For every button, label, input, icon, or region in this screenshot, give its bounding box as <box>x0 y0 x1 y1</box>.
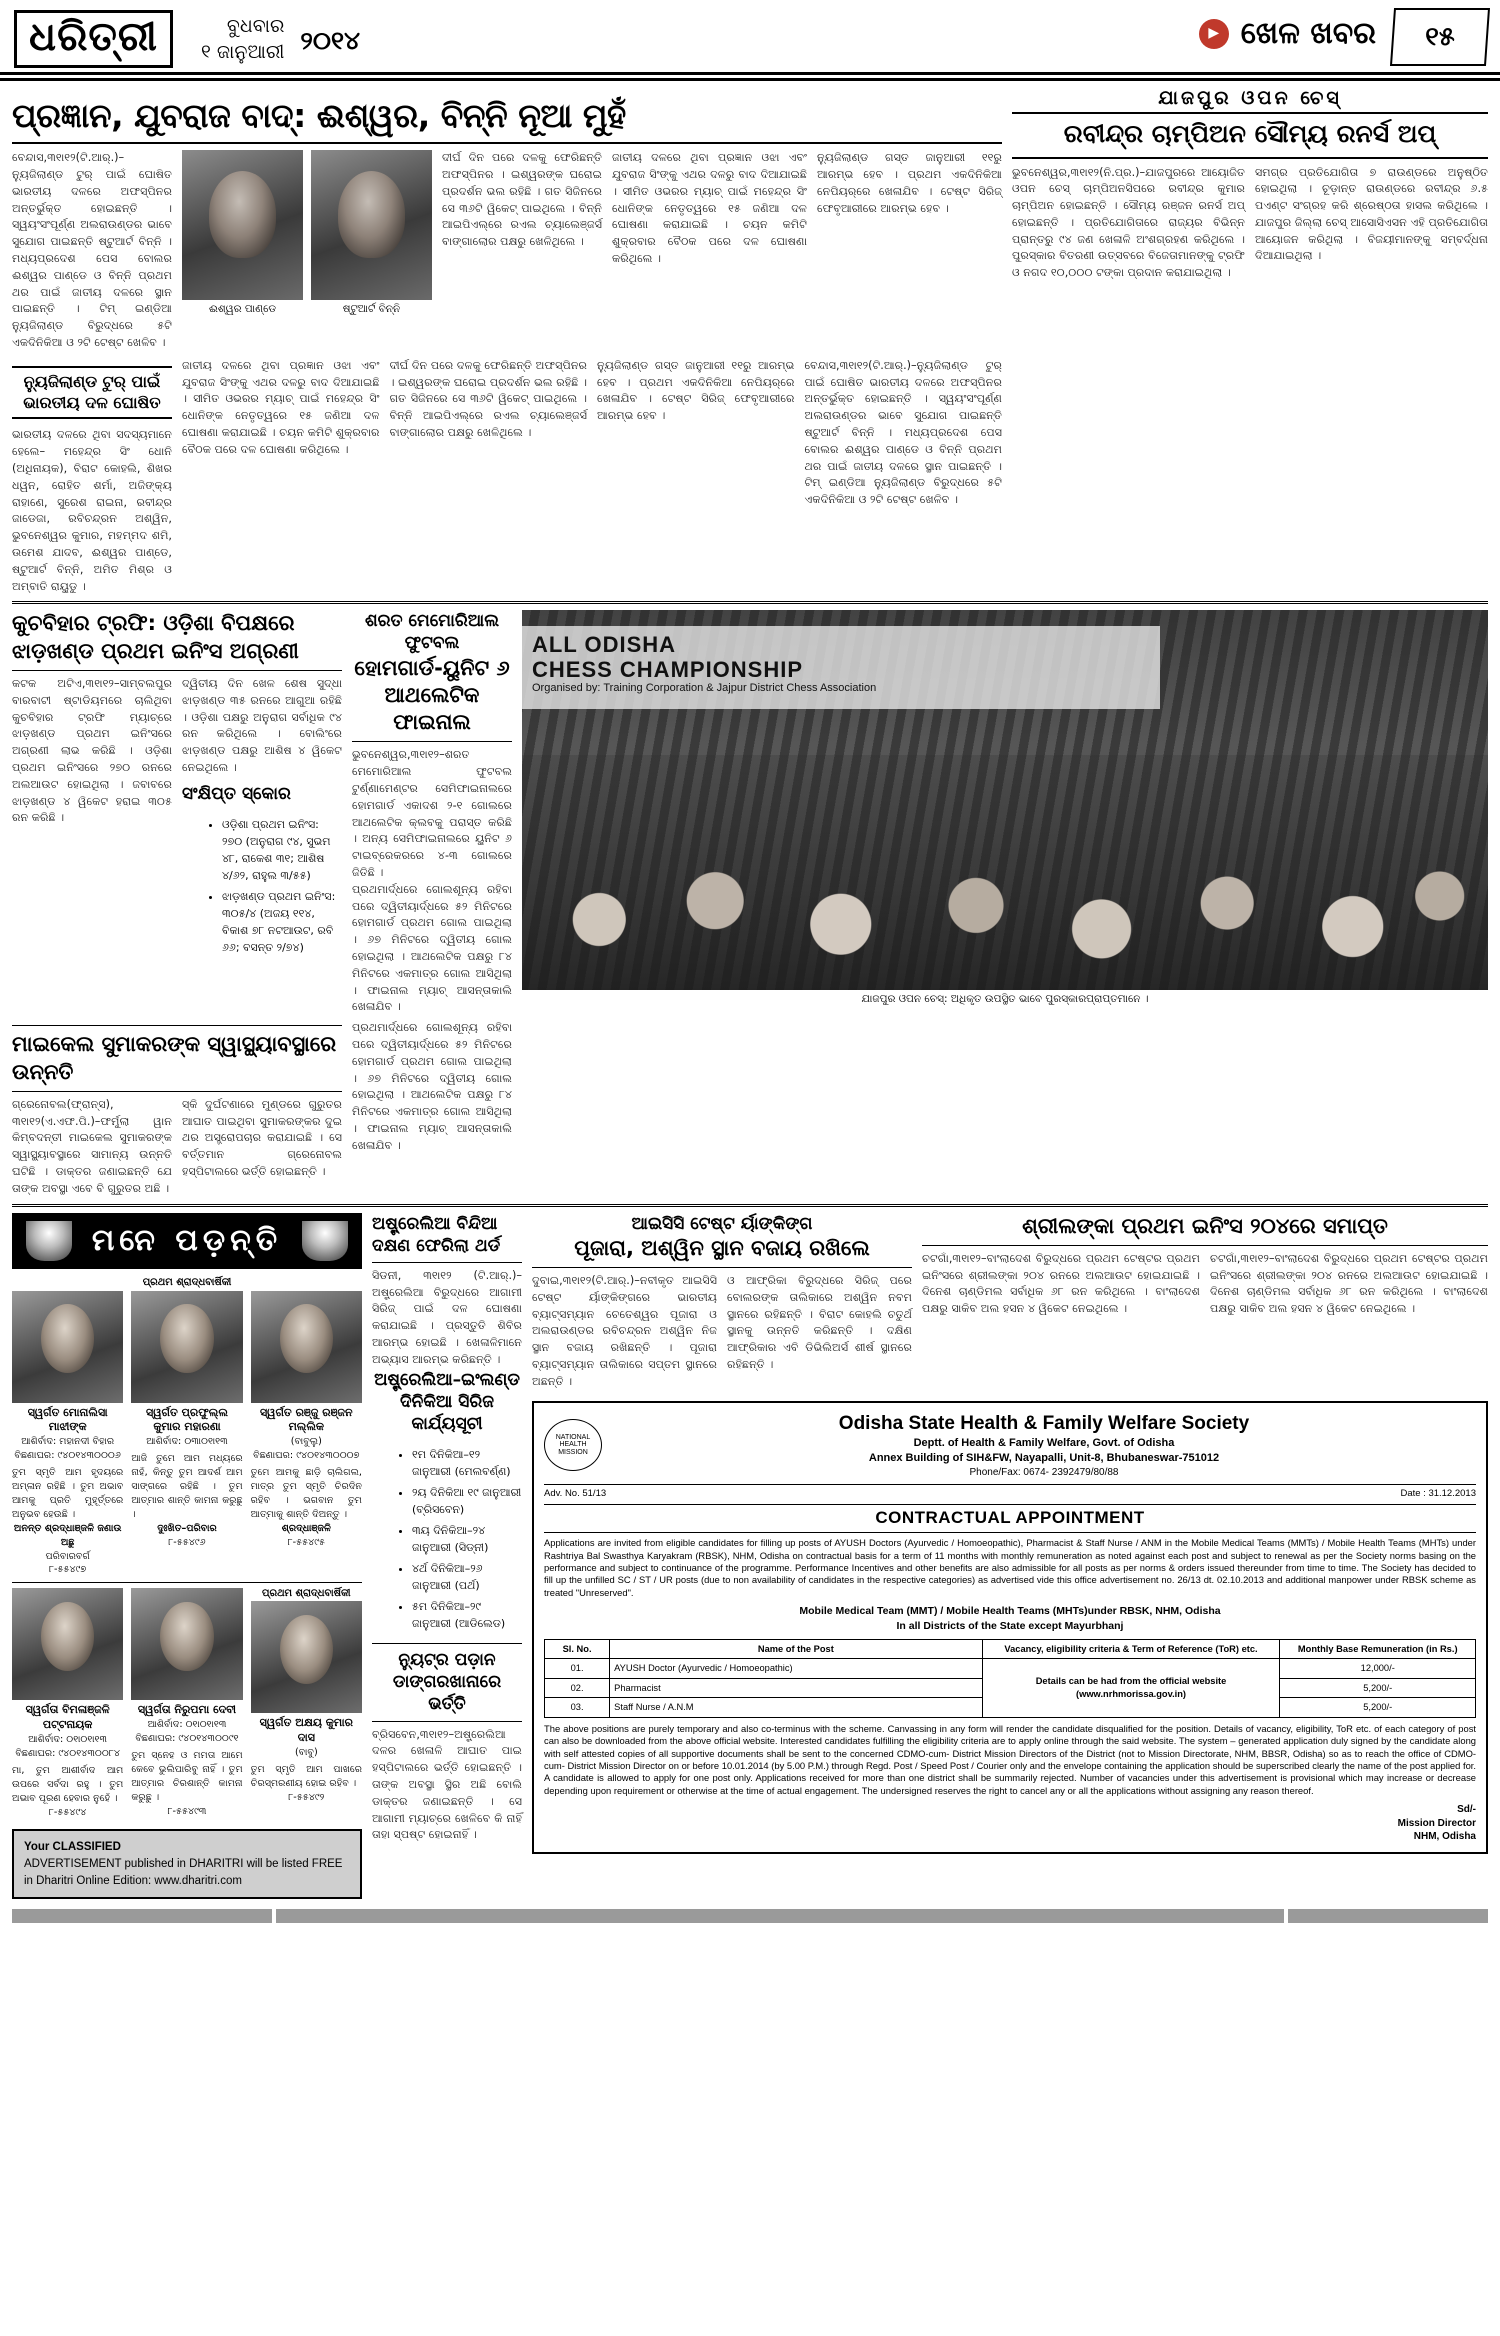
icc-col-2: ଓ ଆଫ୍ରିକା ବିରୁଦ୍ଧରେ ସିରିଜ୍ ପରେ ବୋଲରଙ୍କ ତାଲିକାରେ ଅଶ୍ୱିନ ନବମ ସ୍ଥାନରେ ରହିଛନ୍ତି । ବିରାଟ କୋହଲି ଚତୁର୍ଥ ସ୍ଥାନକୁ ଉନ୍ନତି କରିଛନ୍ତି । ଦକ୍ଷିଣ ଆଫ୍ରିକାର ଏବି ଡିଭିଲିଅର୍ସ ଶୀର୍ଷ ସ୍ଥାନରେ ରହିଛନ୍ତି । <box>727 1273 912 1371</box>
ad-number: Adv. No. 51/13 <box>544 1488 607 1500</box>
cooch-headline: କୁଚବିହାର ଟ୍ରଫି: ଓଡ଼ିଶା ବିପକ୍ଷରେ ଝାଡ଼ଖଣ୍ଡ ପ୍ରଥମ ଇନିଂସ ଅଗ୍ରଣୀ <box>12 611 299 663</box>
th-post: Name of the Post <box>610 1639 982 1659</box>
masthead-year: ୨୦୧୪ <box>300 26 361 55</box>
player-caption-2: ଷ୍ଟୁଆର୍ଟ ବିନ୍ନି <box>342 303 401 316</box>
ad-sign-3: NHM, Odisha <box>1413 1831 1476 1843</box>
obituary-name: ସ୍ୱର୍ଗତ ମୋନାଲିସା ମାଝୀଙ୍କ <box>27 1405 108 1434</box>
ad-org-line4: Phone/Fax: 0674- 2392479/80/88 <box>969 1466 1119 1478</box>
obituary-photo <box>12 1291 123 1403</box>
ad-date: Date : 31.12.2013 <box>1400 1488 1476 1500</box>
th-remuneration: Monthly Base Remuneration (in Rs.) <box>1280 1639 1476 1659</box>
cell-slno: 03. <box>545 1698 610 1718</box>
lead-col-1: ବେନ୍ଦାସ,୩୧ା୧୨(ଟି.ଆର୍.)–ନ୍ୟୁଜିଲାଣ୍ଡ ଟୁର୍ ପାଇଁ ଘୋଷିତ ଭାରତୀୟ ଦଳରେ ଅଫସ୍ପିନର ଅନ୍ତର୍ଭୁକ୍ତ ହୋଇଛନ୍ତି । ସ୍ୱୟଂସଂପୂର୍ଣ୍ଣ ଅଲରାଉଣ୍ଡର ଭାବେ ସୁଯୋଗ ପାଇଛନ୍ତି ଷ୍ଟୁଆର୍ଟ ବିନ୍ନି । ମଧ୍ୟପ୍ରଦେଶ ପେସ ବୋଲର ଈଶ୍ୱର ପାଣ୍ଡେ ଓ ବିନ୍ନି ପ୍ରଥମ ଥର ପାଇଁ ଜାତୀୟ ଦଳରେ ସ୍ଥାନ ପାଇଛନ୍ତି । ଟିମ୍ ଇଣ୍ଡିଆ ନ୍ୟୁଜିଲାଣ୍ଡ ବିରୁଦ୍ଧରେ ୫ଟି ଏକଦିନିକିଆ ଓ ୨ଟି ଟେଷ୍ଟ ଖେଳିବ । <box>12 151 172 350</box>
homeguard-story <box>352 610 512 1016</box>
obituary-id: ୮-୫୫୪୯୫ <box>287 1536 325 1548</box>
icc-headline: ପୂଜାରା, ଅଶ୍ୱିନ ସ୍ଥାନ ବଜାୟ ରଖିଲେ <box>574 1235 870 1260</box>
obituary-body: ଆଜି ତୁମେ ଆମ ମଧ୍ୟରେ ନାହଁ, କିନ୍ତୁ ତୁମ ଆଦର୍ଶ ଆମ ସାଙ୍ଗରେ ରହିଛି । ତୁମ ଆତ୍ମାର ଶାନ୍ତି କାମନା କରୁଛୁ । <box>131 1453 243 1520</box>
schumacher-headline: ମାଇକେଲ ସୁମାକରଙ୍କ ସ୍ୱାସ୍ଥ୍ୟାବସ୍ଥାରେ ଉନ୍ନତି <box>12 1032 337 1084</box>
obituary-id: ୮-୫୫୪୯୬ <box>168 1536 206 1548</box>
program-item: • ୧ମ ଦିନିକିଆ–୧୨ ଜାନୁଆରୀ (ମେଲବର୍ଣ୍ଣ) <box>412 1446 522 1480</box>
obituary-line3: ବିଛଣାଘର: ୯୪୦୧୪୩୦୦୮୪ <box>15 1747 120 1759</box>
cell-remuneration: 5,200/- <box>1280 1698 1476 1718</box>
obituary-photo <box>131 1588 242 1700</box>
classified-line-1: Your CLASSIFIED <box>24 1841 121 1854</box>
lamp-icon <box>302 1221 348 1261</box>
cell-post: AYUSH Doctor (Ayurvedic / Homoeopathic) <box>610 1659 982 1679</box>
australia-headline-2: ନ୍ୟୁଟ୍ର ପଡ଼ାନ ଡାଙ୍ଗରଖାନାରେ ଭର୍ତ୍ତି <box>392 1650 502 1715</box>
obituary-title: ମନେ ପଡ଼ନ୍ତି <box>91 1223 283 1259</box>
scoreboard-list <box>182 816 342 956</box>
obituary-id: ୮-୫୫୪୯୪ <box>48 1806 87 1818</box>
ad-paragraph-1: Applications are invited from eligible candidates for filling up posts of AYUSH Doctors (Ayurvedic / Homoeopathic), Pharmacist & Staff Nurse / ANM in the Mobile Medical Teams (MMTs) / Mobile Health Teams (MHTs) under Rashtriya Bal Swasthya Karyakram (RBSK), NHM, Odisha on contractual basis for a term of 11 months with monthly remuneration as noted against each post and subject to renewal as per the Society norms basing on the performance and subject to continuance of the programme. Performance Incentives and other benefits are also admissible for all posts as per norms & orders issued thereunder from time to time. The Society has decided to fill up the unfilled SC / ST / UR posts (due to non availability of candidates in the respective categories) as advertised vide this office advertisement no. 26/13 dt. 02.10.2013 and additional manpower under RBSK scheme as treated "Unreserved". <box>544 1537 1476 1598</box>
ad-header <box>544 1411 1476 1486</box>
cell-remuneration: 12,000/- <box>1280 1659 1476 1679</box>
obituary-card <box>131 1588 242 1819</box>
schumacher-story <box>12 1020 342 1197</box>
scoreboard-title: ସଂକ୍ଷିପ୍ତ ସ୍କୋର <box>182 783 291 804</box>
obituary-name: ସ୍ୱର୍ଗତା ନିରୁପମା ଦେବୀ <box>137 1703 237 1717</box>
lead-story <box>12 87 1002 595</box>
obituary-line2: ଆଶିର୍ବାଦ: ୦୩ା୦୧ା୧୩ <box>146 1436 228 1448</box>
hockey-body: ଭାରତୀୟ ଦଳରେ ଥିବା ସଦସ୍ୟମାନେ ହେଲେ– ମହେନ୍ଦ୍ର ସିଂ ଧୋନି (ଅଧିନାୟକ), ବିରାଟ କୋହଲି, ଶିଖର ଧୱନ, ରୋହିତ ଶର୍ମା, ଅଜିଙ୍କ୍ୟ ରାହାଣେ, ସୁରେଶ ରାଇନା, ରବୀନ୍ଦ୍ର ଜାଡେଜା, ରବିଚନ୍ଦ୍ରନ ଅଶ୍ୱିନ, ଭୁବନେଶ୍ୱର କୁମାର, ମହମ୍ମଦ ଶମି, ଉମେଶ ଯାଦବ, ଈଶ୍ୱର ପାଣ୍ଡେ, ଷ୍ଟୁଆର୍ଟ ବିନ୍ନି, ଅମିତ ମିଶ୍ର ଓ ଅମ୍ବାତି ରାୟୁଡୁ । <box>12 428 172 593</box>
lead-cont-1: ଜାତୀୟ ଦଳରେ ଥିବା ପ୍ରଜ୍ଞାନ ଓଝା ଏବଂ ଯୁବରାଜ ସିଂଙ୍କୁ ଏଥର ଦଳରୁ ବାଦ ଦିଆଯାଇଛି । ସୀମିତ ଓଭରର ମ୍ୟାଚ୍ ପାଇଁ ମହେନ୍ଦ୍ର ସିଂ ଧୋନିଙ୍କ ନେତୃତ୍ୱରେ ୧୫ ଜଣିଆ ଦଳ ଘୋଷଣା କରାଯାଇଛି । ଚୟନ କମିଟି ଶୁକ୍ରବାର ବୈଠକ ପରେ ଦଳ ଘୋଷଣା କରିଥିଲେ । <box>182 358 380 456</box>
obituary-row-2 <box>12 1588 362 1819</box>
obituary-card <box>12 1291 123 1578</box>
bottom-section <box>12 1213 1488 1900</box>
footer-registration-marks <box>12 1909 1488 1923</box>
th-slno: Sl. No. <box>545 1639 610 1659</box>
jajpur-headline: ରବୀନ୍ଦ୍ର ଚାମ୍ପିଅନ ସୌମ୍ୟ ରନର୍ସ ଅପ୍ <box>1063 119 1437 148</box>
obituary-signoff: ଶ୍ରଦ୍ଧାଞ୍ଜଳି <box>281 1522 331 1534</box>
classified-line-2: ADVERTISEMENT published in DHARITRI will be listed FREE <box>24 1858 343 1871</box>
th-vacancy: Vacancy, eligibility criteria & Term of Reference (ToR) etc. <box>982 1639 1280 1659</box>
scoreboard-item: • ଝାଡ଼ଖଣ୍ଡ ପ୍ରଥମ ଇନିଂସ: ୩୦୫/୪ (ଅଜୟ ୧୧୪, ବିକାଶ ୭୮ ନଟଆଉଟ, ରବି ୬୬; ବସନ୍ତ ୨/୭୪) <box>222 888 342 956</box>
section-label-text: ଖେଳ ଖବର <box>1240 16 1376 51</box>
government-advertisement <box>532 1401 1488 1854</box>
obituary-signoff: ଦୁଃଖିତ–ପରିବାର <box>157 1522 217 1534</box>
homeguard-body-1: ଭୁବନେଶ୍ୱର,୩୧ା୧୨–ଶରତ ମେମୋରିଆଲ ଫୁଟବଲ ଟୁର୍ଣ୍ଣାମେଣ୍ଟର ସେମିଫାଇନାଲରେ ହୋମଗାର୍ଡ ଏକାଦଶ ୨-୧ ଗୋଲରେ ଆଥଲେଟିକ କ୍ଲବକୁ ପରାସ୍ତ କରିଛି । ଅନ୍ୟ ସେମିଫାଇନାଲରେ ୟୁନିଟ ୬ ଟାଇବ୍ରେକରରେ ୪-୩ ଗୋଲରେ ଜିତିଛି । <box>352 748 512 880</box>
schumacher-col-2: ସ୍କି ଦୁର୍ଘଟଣାରେ ମୁଣ୍ଡରେ ଗୁରୁତର ଆଘାତ ପାଇଥିବା ସୁମାକରଙ୍କର ଦୁଇ ଥର ଅସ୍ତ୍ରୋପଚାର କରାଯାଇଛି । ସେ ବର୍ତ୍ତମାନ ଗ୍ରେନୋବଲ ହସ୍ପିଟାଲରେ ଭର୍ତ୍ତି ହୋଇଛନ୍ତି । <box>182 1097 342 1178</box>
obituary-photo <box>251 1601 362 1713</box>
cooch-col-1: କଟକ ଅଟିଏ,୩୧ା୧୨–ସାମ୍ବଲପୁର ବାରବାଟୀ ଷ୍ଟାଡିୟମରେ ଚାଲିଥିବା କୁଚବିହାର ଟ୍ରଫି ମ୍ୟାଚ୍‌ରେ ଝାଡ଼ଖଣ୍ଡ ପ୍ରଥମ ଇନିଂସରେ ଅଗ୍ରଣୀ ଲାଭ କରିଛି । ଓଡ଼ିଶା ପ୍ରଥମ ଇନିଂସରେ ୨୭୦ ରନରେ ଅଲଆଉଟ ହୋଇଥିଲା । ଜବାବରେ ଝାଡ଼ଖଣ୍ଡ ୪ ୱିକେଟ ହରାଇ ୩୦୫ ରନ କରିଛି । <box>12 676 172 825</box>
schumacher-section <box>12 1020 1488 1197</box>
nhm-emblem-icon: NATIONAL HEALTH MISSION <box>544 1419 602 1471</box>
ad-org-line2: Deptt. of Health & Family Welfare, Govt. of Odisha <box>913 1437 1175 1450</box>
page-number: ୧୫ <box>1390 8 1490 66</box>
obituary-line2: ଆଶିର୍ବାଦ: ମହାନଦୀ ବିହାର <box>21 1436 115 1448</box>
obituary-id: ୮-୫୫୪୯୭ <box>49 1564 87 1576</box>
lead-col-4-wrap <box>817 150 1002 352</box>
obituary-name: ସ୍ୱର୍ଗତା ବିମଳାଞ୍ଜଳି ପଟ୍ଟନାୟକ <box>25 1703 110 1732</box>
homeguard-body-2: ପ୍ରଥମାର୍ଦ୍ଧରେ ଗୋଲଶୂନ୍ୟ ରହିବା ପରେ ଦ୍ୱିତୀୟାର୍ଦ୍ଧରେ ୫୨ ମିନିଟରେ ହୋମଗାର୍ଡ ପ୍ରଥମ ଗୋଲ ପାଇଥିଲା । ୬୭ ମିନିଟରେ ଦ୍ୱିତୀୟ ଗୋଲ ହୋଇଥିଲା । ଆଥଲେଟିକ ପକ୍ଷରୁ ୮୪ ମିନିଟରେ ଏକମାତ୍ର ଗୋଲ ଆସିଥିଲା । ଫାଇନାଲ ମ୍ୟାଚ୍ ଆସନ୍ତାକାଲି ଖେଳାଯିବ । <box>352 882 512 1014</box>
scoreboard-item: • ଓଡ଼ିଶା ପ୍ରଥମ ଇନିଂସ: ୨୭୦ (ଅନୁରାଗ ୯୪, ସୁଭମ ୪୮, ରାକେଶ ୩୧; ଆଶିଷ ୪/୬୨, ରାହୁଲ ୩/୫୫) <box>222 816 342 884</box>
cooch-story <box>12 610 342 1016</box>
ad-center-line-2: In all Districts of the State except Mayurbhanj <box>896 1620 1124 1633</box>
ad-title: CONTRACTUAL APPOINTMENT <box>544 1504 1476 1533</box>
chess-photo-caption: ଯାଜପୁର ଓପନ ଚେସ୍: ଅଧିକୃତ ଉପସ୍ଥିତ ଭାବେ ପୁରସ୍କାରପ୍ରାପ୍ତମାନେ । <box>861 993 1149 1006</box>
srilanka-story <box>922 1213 1488 1391</box>
classified-box <box>12 1829 362 1899</box>
obituary-photo <box>251 1291 362 1403</box>
homeguard-extra <box>352 1020 512 1197</box>
obituary-col-label-2: ପ୍ରଥମ ଶ୍ରାଦ୍ଧବାର୍ଷିକୀ <box>262 1588 351 1600</box>
obituary-body: ତୁମ ସ୍ମୃତି ଆମ ପାଖରେ ଚିରସ୍ମରଣୀୟ ହୋଇ ରହିବ । <box>250 1763 362 1789</box>
lamp-icon <box>26 1221 72 1261</box>
ad-sign-2: Mission Director <box>1397 1817 1476 1829</box>
right-bottom-block <box>532 1213 1488 1900</box>
lead-col-2: ଜାତୀୟ ଦଳରେ ଥିବା ପ୍ରଜ୍ଞାନ ଓଝା ଏବଂ ଯୁବରାଜ ସିଂଙ୍କୁ ଏଥର ଦଳରୁ ବାଦ ଦିଆଯାଇଛି । ସୀମିତ ଓଭରର ମ୍ୟାଚ୍ ପାଇଁ ମହେନ୍ଦ୍ର ସିଂ ଧୋନିଙ୍କ ନେତୃତ୍ୱରେ ୧୫ ଜଣିଆ ଦଳ ଘୋଷଣା କରାଯାଇଛି । ଚୟନ କମିଟି ଶୁକ୍ରବାର ବୈଠକ ପରେ ଦଳ ଘୋଷଣା କରିଥିଲେ । <box>612 151 807 266</box>
cell-post: Pharmacist <box>610 1678 982 1698</box>
homeguard-kicker: ଶରତ ମେମୋରିଆଲ ଫୁଟବଲ <box>364 611 500 654</box>
obituary-name: ସ୍ୱର୍ଗତ ରଞ୍ଜୁ ରଞ୍ଜନ ମଲ୍ଲିକ <box>260 1405 353 1434</box>
obituary-line2: (ବାବୁ) <box>294 1747 318 1759</box>
srilanka-col-1: ଚଟଗାଁ,୩୧ା୧୨–ବାଂଲାଦେଶ ବିରୁଦ୍ଧରେ ପ୍ରଥମ ଟେଷ୍ଟର ପ୍ରଥମ ଇନିଂସରେ ଶ୍ରୀଲଙ୍କା ୨୦୪ ରନରେ ଅଲଆଉଟ ହୋଇଯାଇଛି । ଦିନେଶ ଚାଣ୍ଡିମଲ ସର୍ବାଧିକ ୬୮ ରନ କରିଥିଲେ । ବାଂଲାଦେଶ ପକ୍ଷରୁ ସାକିବ ଅଲ ହସନ ୪ ୱିକେଟ ନେଇଥିଲେ । <box>922 1251 1200 1316</box>
photo-banner-line1: ALL ODISHA <box>532 631 677 657</box>
obituary-body: ତୁମ ସ୍ମୃତି ଆମ ହୃଦୟରେ ଅମ୍ଳାନ ରହିଛି । ତୁମ ଅଭାବ ଆମକୁ ପ୍ରତି ମୁହୂର୍ତ୍ତରେ ଅନୁଭବ ହେଉଛି । <box>12 1467 124 1520</box>
cell-slno: 02. <box>545 1678 610 1698</box>
obituary-photo <box>131 1291 242 1403</box>
cell-remuneration: 5,200/- <box>1280 1678 1476 1698</box>
australia-story <box>372 1213 522 1900</box>
chess-photo-block <box>522 610 1488 1016</box>
ad-posts-table <box>544 1639 1476 1718</box>
player-caption-1: ଈଶ୍ୱର ପାଣ୍ଡେ <box>208 303 277 316</box>
photo-banner-line2: CHESS CHAMPIONSHIP <box>532 656 804 682</box>
obituary-signer: ପରିବାରବର୍ଗ <box>45 1550 90 1562</box>
program-item: • ୨ୟ ଦିନିକିଆ ୧୯ ଜାନୁଆରୀ (ବ୍ରିସବେନ) <box>412 1484 522 1518</box>
lead-col-3: ଦୀର୍ଘ ଦିନ ପରେ ଦଳକୁ ଫେରିଛନ୍ତି ଅଫସ୍ପିନର । ଇଶ୍ୱରଙ୍କ ଘରୋଇ ପ୍ରଦର୍ଶନ ଭଲ ରହିଛି । ଗତ ସିଜିନରେ ସେ ୩୬ଟି ୱିକେଟ୍ ପାଇଥିଲେ । ବିନ୍ନି ଆଇପିଏଲ୍‌ରେ ରଏଲ ଚ୍ୟାଲେଞ୍ଜର୍ସ ବାଙ୍ଗାଲୋର ପକ୍ଷରୁ ଖେଳିଥିଲେ । <box>442 151 602 249</box>
lead-col-4: ନ୍ୟୁଜିଲାଣ୍ଡ ଗସ୍ତ ଜାନୁଆରୀ ୧୧ରୁ ଆରମ୍ଭ ହେବ । ପ୍ରଥମ ଏକଦିନିକିଆ ନେପିୟର୍‌ରେ ଖେଳାଯିବ । ଟେଷ୍ଟ ସିରିଜ୍ ଫେବୃଆରୀରେ ଆରମ୍ଭ ହେବ । <box>817 151 1002 215</box>
icc-kicker: ଆଇସିସି ଟେଷ୍ଟ ର୍ୟାଙ୍କିଙ୍ଗ <box>631 1213 813 1234</box>
masthead-logo: ଧରିତ୍ରୀ <box>14 10 173 68</box>
jajpur-kicker: ଯାଜପୁର ଓପନ ଚେସ୍ <box>1012 87 1488 114</box>
obituary-name: ସ୍ୱର୍ଗତ ପ୍ରଫୁଲ୍ଲ କୁମାର ମହାରଣା <box>146 1405 228 1434</box>
australia-program-title: ଅଷ୍ଟ୍ରେଲିଆ–ଇଂଲଣ୍ଡ ଦିନିକିଆ ସିରିଜ କାର୍ଯ୍ୟସୂଚୀ <box>374 1369 520 1434</box>
obituary-photo <box>12 1588 123 1700</box>
obituary-card <box>251 1291 362 1578</box>
masthead-date-text: ୧ ଜାନୁଆରୀ <box>200 40 285 63</box>
lead-headline: ପ୍ରଜ୍ଞାନ, ଯୁବରାଜ ବାଦ୍: ଈଶ୍ୱର, ବିନ୍ନି ନୂଆ ମୁହଁ <box>12 96 626 135</box>
srilanka-col-2: ଚଟଗାଁ,୩୧ା୧୨–ବାଂଲାଦେଶ ବିରୁଦ୍ଧରେ ପ୍ରଥମ ଟେଷ୍ଟର ପ୍ରଥମ ଇନିଂସରେ ଶ୍ରୀଲଙ୍କା ୨୦୪ ରନରେ ଅଲଆଉଟ ହୋଇଯାଇଛି । ଦିନେଶ ଚାଣ୍ଡିମଲ ସର୍ବାଧିକ ୬୮ ରନ କରିଥିଲେ । ବାଂଲାଦେଶ ପକ୍ଷରୁ ସାକିବ ଅଲ ହସନ ୪ ୱିକେଟ ନେଇଥିଲେ । <box>1210 1251 1488 1316</box>
obituary-banner <box>12 1213 362 1269</box>
obituary-id: ୮-୫୫୪୯୨ <box>288 1791 325 1803</box>
obituary-col-label: ପ୍ରଥମ ଶ୍ରାଦ୍ଧବାର୍ଷିକୀ <box>142 1276 232 1288</box>
srilanka-headline: ଶ୍ରୀଲଙ୍କା ପ୍ରଥମ ଇନିଂସ ୨୦୪ରେ ସମାପ୍ତ <box>1022 1213 1388 1238</box>
player-photo-1 <box>182 150 303 300</box>
lead-cont-3: ନ୍ୟୁଜିଲାଣ୍ଡ ଗସ୍ତ ଜାନୁଆରୀ ୧୧ରୁ ଆରମ୍ଭ ହେବ । ପ୍ରଥମ ଏକଦିନିକିଆ ନେପିୟର୍‌ରେ ଖେଳାଯିବ । ଟେଷ୍ଟ ସିରିଜ୍ ଫେବୃଆରୀରେ ଆରମ୍ଭ ହେବ । <box>597 358 795 423</box>
obituary-card <box>251 1588 362 1819</box>
ad-org-name: Odisha State Health & Family Welfare Society <box>838 1412 1250 1434</box>
photo-banner <box>522 626 1160 710</box>
homeguard-headline: ହୋମଗାର୍ଡ-ୟୁନିଟ ୬ ଆଥଲେଟିକ ଫାଇନାଲ <box>354 655 510 735</box>
photo-banner-line3: Organised by: Training Corporation & Jajpur District Chess Association <box>532 682 877 695</box>
obituary-body: ତୁମେ ଆମକୁ ଛାଡ଼ି ଚାଲିଗଲ, ମାତ୍ର ତୁମ ସ୍ମୃତି ଚିରଦିନ ରହିବ । ଭଗବାନ ତୁମ ଆତ୍ମାକୁ ଶାନ୍ତି ଦିଅନ୍ତୁ । <box>250 1467 362 1520</box>
classified-line-3: in Dharitri Online Edition: www.dharitri.com <box>24 1874 242 1887</box>
obituary-body: ମା, ତୁମ ଆଶୀର୍ବାଦ ଆମ ଉପରେ ସର୍ବଦା ରହୁ । ତୁମ ଅଭାବ ପୂରଣ ହେବାର ନୁହେଁ । <box>12 1764 124 1804</box>
play-icon: ▶ <box>1199 19 1229 49</box>
program-item: • ୩ୟ ଦିନିକିଆ–୨୪ ଜାନୁଆରୀ (ସିଡ୍ନୀ) <box>412 1522 522 1556</box>
obituary-line3: ବିଛଣାଘର: ୯୪୦୧୪୩୦୦୯୧ <box>135 1733 239 1745</box>
icc-col-1: ଦୁବାଇ,୩୧ା୧୨(ଟି.ଆର୍.)–ନବୀକୃତ ଆଇସିସି ଟେଷ୍ଟ ର୍ୟାଙ୍କିଙ୍ଗରେ ଭାରତୀୟ ବ୍ୟାଟ୍‌ସମ୍ୟାନ ଚେତେଶ୍ୱର ପୂଜାରା ଓ ଅଲରାଉଣ୍ଡର ରବିଚନ୍ଦ୍ରନ ଅଶ୍ୱିନ ନିଜ ସ୍ଥାନ ବଜାୟ ରଖିଛନ୍ତି । ପୂଜାରା ବ୍ୟାଟ୍‌ସମ୍ୟାନ ତାଲିକାରେ ସପ୍ତମ ସ୍ଥାନରେ ଅଛନ୍ତି । <box>532 1273 717 1388</box>
obituary-body: ତୁମ ସ୍ନେହ ଓ ମମତା ଆମେ କେବେ ଭୁଲିପାରିବୁ ନାହିଁ । ତୁମ ଆତ୍ମାର ଚିରଶାନ୍ତି କାମନା କରୁଛୁ । <box>131 1749 243 1803</box>
chess-championship-photo <box>522 610 1488 990</box>
australia-program-list <box>372 1446 522 1632</box>
table-header-row <box>545 1639 1476 1659</box>
masthead-date <box>201 10 360 65</box>
obituary-line2: ଆଶିର୍ବାଦ: ୦୧ା୦୧ା୧୩ <box>147 1719 227 1731</box>
obituary-line2: ଆଶିର୍ବାଦ: ୦୧ା୦୧ା୧୩ <box>28 1734 108 1746</box>
obituary-line2: (ବାବୁଲୁ) <box>290 1436 322 1448</box>
program-item: • ୫ମ ଦିନିକିଆ–୨୯ ଜାନୁଆରୀ (ଆଡିଲେଡ) <box>412 1598 522 1632</box>
obituary-signoff: ଅନନ୍ତ ଶ୍ରଦ୍ଧାଞ୍ଜଳି ଜଣାଉ ଅଛୁ <box>13 1522 122 1548</box>
program-item: • ୪ର୍ଥ ଦିନିକିଆ–୨୬ ଜାନୁଆରୀ (ପର୍ଥ) <box>412 1560 522 1594</box>
cell-vacancy-merged: Details can be had from the official website (www.nrhmorissa.gov.in) <box>982 1659 1280 1718</box>
obituary-card <box>131 1291 242 1578</box>
obituary-name: ସ୍ୱର୍ଗତ ଅକ୍ଷୟ କୁମାର ଦାସ <box>259 1716 353 1745</box>
ad-org-line3: Annex Building of SIH&FW, Nayapalli, Unit-8, Bhubaneswar-751012 <box>868 1452 1220 1465</box>
australia-headline: ଅଷ୍ଟ୍ରେଲିଆ ବିନ୍ଦିଆ ଦକ୍ଷଣ ଫେରିଲା ଥର୍ଡ <box>372 1213 501 1256</box>
cooch-col-2: ଦ୍ୱିତୀୟ ଦିନ ଖେଳ ଶେଷ ସୁଦ୍ଧା ଝାଡ଼ଖଣ୍ଡ ୩୫ ରନରେ ଆଗୁଆ ରହିଛି । ଓଡ଼ିଶା ପକ୍ଷରୁ ଅନୁରାଗ ସର୍ବାଧିକ ୯୪ ରନ କରିଥିଲେ । ବୋଲିଂରେ ଝାଡ଼ଖଣ୍ଡ ପକ୍ଷରୁ ଆଶିଷ ୪ ୱିକେଟ ନେଇଥିଲେ । <box>182 676 342 774</box>
masthead <box>0 0 1500 75</box>
ad-sign-1: Sd/- <box>1457 1804 1476 1816</box>
australia-body: ସିଡନୀ, ୩୧ା୧୨ (ଟି.ଆର୍.)–ଅଷ୍ଟ୍ରେଲିଆ ବିରୁଦ୍ଧରେ ଆଗାମୀ ସିରିଜ୍ ପାଇଁ ଦଳ ଘୋଷଣା କରାଯାଇଛି । ପ୍ରସ୍ତୁତି ଶିବିର ଆରମ୍ଭ ହୋଇଛି । ଖେଳାଳିମାନେ ଅଭ୍ୟାସ ଆରମ୍ଭ କରିଛନ୍ତି । <box>372 1268 522 1366</box>
jajpur-col-1: ଭୁବନେଶ୍ୱର,୩୧ା୧୨(ନି.ପ୍ର.)–ଯାଜପୁରରେ ଆୟୋଜିତ ଓପନ ଚେସ୍ ଚାମ୍ପିଅନସିପରେ ରବୀନ୍ଦ୍ର କୁମାର ଚାମ୍ପିଅନ ହୋଇଛନ୍ତି । ସୌମ୍ୟ ରଞ୍ଜନ ରନର୍ସ ଅପ୍ ହୋଇଛନ୍ତି । ପ୍ରତିଯୋଗିତାରେ ରାଜ୍ୟର ବିଭିନ୍ନ ପ୍ରାନ୍ତରୁ ୯୪ ଜଣ ଖେଳାଳି ଅଂଶଗ୍ରହଣ କରିଥିଲେ । ପୁରସ୍କାର ବିତରଣୀ ଉତ୍ସବରେ ବିଜେତାମାନଙ୍କୁ ଟ୍ରଫି ଓ ନଗଦ ୧୦,୦୦୦ ଟଙ୍କା ପ୍ରଦାନ କରାଯାଇଥିଲା । <box>1012 165 1245 280</box>
table-row <box>545 1659 1476 1679</box>
jajpur-story <box>1012 87 1488 595</box>
ad-center-line-1: Mobile Medical Team (MMT) / Mobile Health Teams (MHTs)under RBSK, NHM, Odisha <box>799 1605 1221 1618</box>
obituary-section <box>12 1213 362 1900</box>
cell-post: Staff Nurse / A.N.M <box>610 1698 982 1718</box>
obituary-id: ୮-୫୫୪୯୩ <box>167 1805 207 1817</box>
middle-section <box>12 610 1488 1016</box>
homeguard-body-3: ପ୍ରଥମାର୍ଦ୍ଧରେ ଗୋଲଶୂନ୍ୟ ରହିବା ପରେ ଦ୍ୱିତୀୟାର୍ଦ୍ଧରେ ୫୨ ମିନିଟରେ ହୋମଗାର୍ଡ ପ୍ରଥମ ଗୋଲ ପାଇଥିଲା । ୬୭ ମିନିଟରେ ଦ୍ୱିତୀୟ ଗୋଲ ହୋଇଥିଲା । ଆଥଲେଟିକ ପକ୍ଷରୁ ୮୪ ମିନିଟରେ ଏକମାତ୍ର ଗୋଲ ଆସିଥିଲା । ଫାଇନାଲ ମ୍ୟାଚ୍ ଆସନ୍ତାକାଲି ଖେଳାଯିବ । <box>352 1021 512 1152</box>
icc-story <box>532 1213 912 1391</box>
crowd-overlay <box>522 755 1488 991</box>
obituary-line3: ବିଛଣାଘର: ୯୪୦୧୪୩୦୦୦୬ <box>14 1450 121 1462</box>
cell-slno: 01. <box>545 1659 610 1679</box>
masthead-day: ବୁଧବାର <box>226 15 285 37</box>
player-photo-2 <box>311 150 432 300</box>
jajpur-col-2: ସମଗ୍ର ପ୍ରତିଯୋଗିତା ୭ ରାଉଣ୍ଡରେ ଅନୁଷ୍ଠିତ ହୋଇଥିଲା । ଚୂଡ଼ାନ୍ତ ରାଉଣ୍ଡରେ ରବୀନ୍ଦ୍ର ୬.୫ ପଏଣ୍ଟ ସଂଗ୍ରହ କରି ଶ୍ରେଷ୍ଠତା ହାସଲ କରିଥିଲେ । ଯାଜପୁର ଜିଲ୍ଲା ଚେସ୍ ଆସୋସିଏସନ ଏହି ପ୍ରତିଯୋଗିତା ଆୟୋଜନ କରିଥିଲା । ବିଜୟୀମାନଙ୍କୁ ସମ୍ବର୍ଦ୍ଧନା ଦିଆଯାଇଥିଲା । <box>1255 165 1488 263</box>
australia-body-2: ବ୍ରିସବେନ,୩୧ା୧୨–ଅଷ୍ଟ୍ରେଲିଆ ଦଳର ଖେଳାଳି ଆଘାତ ପାଇ ହସ୍ପିଟାଲରେ ଭର୍ତ୍ତି ହୋଇଛନ୍ତି । ତାଙ୍କ ଅବସ୍ଥା ସ୍ଥିର ଅଛି ବୋଲି ଡାକ୍ତର ଜଣାଇଛନ୍ତି । ସେ ଆଗାମୀ ମ୍ୟାଚ୍‌ରେ ଖେଳିବେ କି ନାହିଁ ତାହା ସ୍ପଷ୍ଟ ହୋଇନାହିଁ । <box>372 1727 522 1842</box>
ad-paragraph-2: The above positions are purely temporary and also co-terminus with the scheme. Canvassing in any form will render the candidate disqualified for the position. Details of vacancy, eligibility, ToR etc. of each category of post can also be downloaded from the above official website. Interested candidates fulfilling the eligibility criteria are to apply online through the said website. The system – generated application duly signed by the candidate along with self attested copies of all supportive documents shall be sent to the concerned CDMO-cum- District Mission Directors of the District (not to Mission Directorate, NHM, BBSR, Odisha) so as to reach the office of CDMO-cum- District Mission Director on or before 10.01.2014 (by 5.00 P.M.) through Regd. Post / Speed Post / Courier only and the envelope containing the application should be superscribed clearly the name of the post applied for. A candidate is allowed to apply for one post only. Applications received for more than one district shall be summarily rejected. Number of vacancies under this advertisement is provisional which may increase or decrease depending upon requirement or otherwise at the time of actual engagement. The undersigned reserves the right to cancel any or all the applications without assigning any reason thereof. <box>544 1722 1476 1796</box>
hockey-subhead: ନ୍ୟୁଜିଲାଣ୍ଡ ଟୁର୍ ପାଇଁ ଭାରତୀୟ ଦଳ ଘୋଷିତ <box>12 366 172 420</box>
obituary-card <box>12 1588 123 1819</box>
lead-cont-4: ବେନ୍ଦାସ,୩୧ା୧୨(ଟି.ଆର୍.)–ନ୍ୟୁଜିଲାଣ୍ଡ ଟୁର୍ ପାଇଁ ଘୋଷିତ ଭାରତୀୟ ଦଳରେ ଅଫସ୍ପିନର ଅନ୍ତର୍ଭୁକ୍ତ ହୋଇଛନ୍ତି । ସ୍ୱୟଂସଂପୂର୍ଣ୍ଣ ଅଲରାଉଣ୍ଡର ଭାବେ ସୁଯୋଗ ପାଇଛନ୍ତି ଷ୍ଟୁଆର୍ଟ ବିନ୍ନି । ମଧ୍ୟପ୍ରଦେଶ ପେସ ବୋଲର ଈଶ୍ୱର ପାଣ୍ଡେ ଓ ବିନ୍ନି ପ୍ରଥମ ଥର ପାଇଁ ଜାତୀୟ ଦଳରେ ସ୍ଥାନ ପାଇଛନ୍ତି । ଟିମ୍ ଇଣ୍ଡିଆ ନ୍ୟୁଜିଲାଣ୍ଡ ବିରୁଦ୍ଧରେ ୫ଟି ଏକଦିନିକିଆ ଓ ୨ଟି ଟେଷ୍ଟ ଖେଳିବ । <box>804 358 1002 507</box>
obituary-row-1 <box>12 1291 362 1578</box>
lead-cont-2: ଦୀର୍ଘ ଦିନ ପରେ ଦଳକୁ ଫେରିଛନ୍ତି ଅଫସ୍ପିନର । ଇଶ୍ୱରଙ୍କ ଘରୋଇ ପ୍ରଦର୍ଶନ ଭଲ ରହିଛି । ଗତ ସିଜିନରେ ସେ ୩୬ଟି ୱିକେଟ୍ ପାଇଥିଲେ । ବିନ୍ନି ଆଇପିଏଲ୍‌ରେ ରଏଲ ଚ୍ୟାଲେଞ୍ଜର୍ସ ବାଙ୍ଗାଲୋର ପକ୍ଷରୁ ଖେଳିଥିଲେ । <box>389 358 588 439</box>
obituary-line3: ବିଛଣାଘର: ୯୪୦୧୪୩୦୦୦୭ <box>253 1450 360 1462</box>
schumacher-col-1: ଗ୍ରେନୋବଲ(ଫ୍ରାନ୍ସ), ୩୧ା୧୨(ଏ.ଏଫ.ପି.)–ଫର୍ମୁଲା ୱାନ କିମ୍ବଦନ୍ତୀ ମାଇକେଲ ସୁମାକରଙ୍କ ସ୍ୱାସ୍ଥ୍ୟାବସ୍ଥାରେ ସାମାନ୍ୟ ଉନ୍ନତି ଘଟିଛି । ଡାକ୍ତର ଜଣାଇଛନ୍ତି ଯେ ତାଙ୍କ ଅବସ୍ଥା ଏବେ ବି ଗୁରୁତର ଅଛି । <box>12 1097 172 1195</box>
top-section <box>12 87 1488 595</box>
